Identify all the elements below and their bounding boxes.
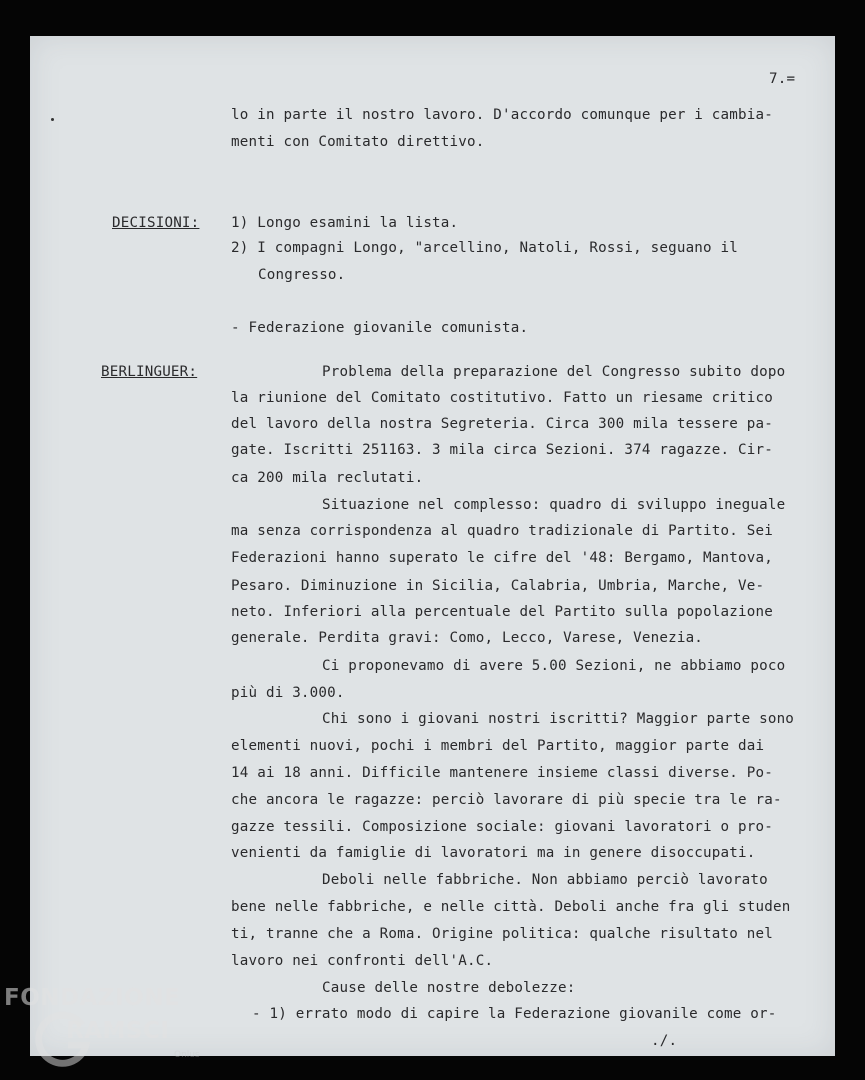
watermark-bottom-text: RAMSCI (66, 1018, 170, 1044)
text-line: ca 200 mila reclutati. (231, 470, 424, 486)
text-line: la riunione del Comitato costitutivo. Fatto un riesame critico (231, 390, 773, 406)
text-line: ti, tranne che a Roma. Origine politica: qualche risultato nel (231, 926, 773, 942)
watermark-top-text: FONDAZIONE (4, 985, 181, 1011)
page-number: 7.= (769, 71, 796, 87)
text-line: menti con Comitato direttivo. (231, 134, 485, 150)
watermark-logo (4, 985, 224, 1080)
text-line: Problema della preparazione del Congresso subito dopo (322, 364, 786, 380)
text-line: Deboli nelle fabbriche. Non abbiamo perciò lavorato (322, 872, 768, 888)
text-line: gazze tessili. Composizione sociale: giovani lavoratori o pro- (231, 819, 773, 835)
text-line: Cause delle nostre debolezze: (322, 980, 576, 996)
decision-item: 2) I compagni Longo, "arcellino, Natoli, Rossi, seguano il (231, 240, 739, 256)
text-line: 14 ai 18 anni. Difficile mantenere insieme classi diverse. Po- (231, 765, 773, 781)
watermark-sub-text: Onlus (174, 1050, 200, 1060)
decision-item-continued: Congresso. (258, 267, 346, 283)
decision-item: 1) Longo esamini la lista. (231, 215, 459, 231)
section-label-berlinguer: BERLINGUER: (101, 364, 198, 380)
continuation-mark: ./. (651, 1033, 678, 1049)
text-line: Chi sono i giovani nostri iscritti? Maggior parte sono (322, 711, 795, 727)
text-line: Ci proponevamo di avere 5.00 Sezioni, ne abbiamo poco (322, 658, 786, 674)
text-line: lo in parte il nostro lavoro. D'accordo comunque per i cambia- (231, 107, 773, 123)
text-line: bene nelle fabbriche, e nelle città. Deboli anche fra gli studen (231, 899, 791, 915)
margin-mark (51, 118, 54, 121)
text-line: lavoro nei confronti dell'A.C. (231, 953, 494, 969)
section-label-decisioni: DECISIONI: (112, 215, 200, 231)
text-line: neto. Inferiori alla percentuale del Partito sulla popolazione (231, 604, 773, 620)
text-line: del lavoro della nostra Segreteria. Circa 300 mila tessere pa- (231, 416, 773, 432)
text-line: ma senza corrispondenza al quadro tradizionale di Partito. Sei (231, 523, 773, 539)
text-line: gate. Iscritti 251163. 3 mila circa Sezioni. 374 ragazze. Cir- (231, 442, 773, 458)
text-line: che ancora le ragazze: perciò lavorare di più specie tra le ra- (231, 792, 782, 808)
text-line: Federazioni hanno superato le cifre del '48: Bergamo, Mantova, (231, 550, 773, 566)
text-line: generale. Perdita gravi: Como, Lecco, Varese, Venezia. (231, 630, 704, 646)
text-line: Pesaro. Diminuzione in Sicilia, Calabria, Umbria, Marche, Ve- (231, 578, 765, 594)
text-line: venienti da famiglie di lavoratori ma in genere disoccupati. (231, 845, 756, 861)
text-line: Situazione nel complesso: quadro di sviluppo ineguale (322, 497, 786, 513)
text-line: elementi nuovi, pochi i membri del Partito, maggior parte dai (231, 738, 765, 754)
text-line: più di 3.000. (231, 685, 345, 701)
agenda-item: - Federazione giovanile comunista. (231, 320, 529, 336)
text-line: - 1) errato modo di capire la Federazione giovanile come or- (252, 1006, 777, 1022)
